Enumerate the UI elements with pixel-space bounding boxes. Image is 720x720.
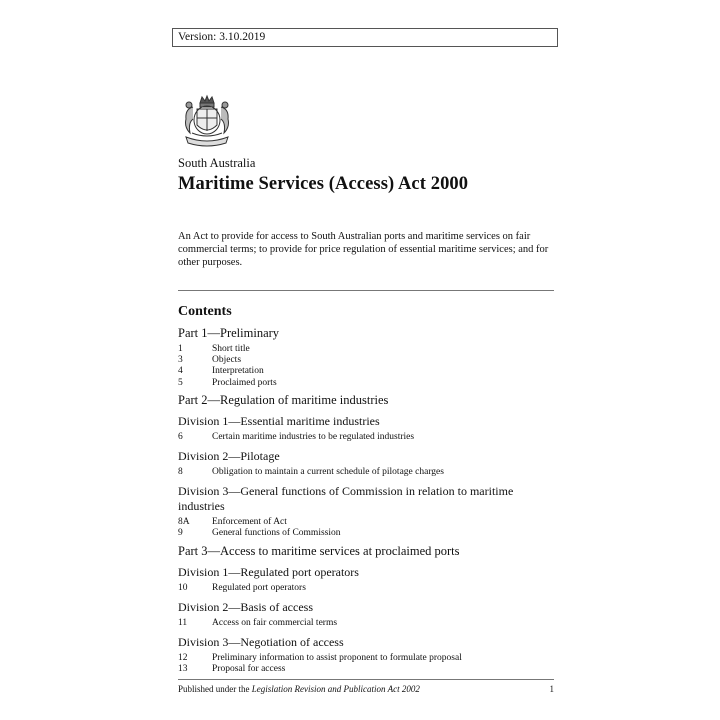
toc-entry[interactable]	[178, 618, 554, 629]
toc-entry-number: 8A	[178, 517, 190, 528]
toc-division[interactable]: Division 3—General functions of Commission in relation to maritime industries	[178, 484, 514, 514]
toc-entry-title: Regulated port operators	[212, 582, 306, 593]
toc-entry-title: Objects	[212, 355, 242, 366]
toc-entry-number: 4	[178, 366, 183, 377]
toc-division[interactable]: Division 3—Negotiation of access	[178, 635, 344, 650]
toc-entry-number: 12	[178, 653, 188, 664]
toc-entry[interactable]	[178, 467, 554, 478]
royal-coat-of-arms-icon	[178, 93, 236, 153]
toc-entry-title: Access on fair commercial terms	[212, 617, 338, 628]
published-act-name: Legislation Revision and Publication Act 2002	[251, 684, 420, 694]
page-number: 1	[549, 684, 554, 694]
toc-entry-title: General functions of Commission	[212, 528, 341, 539]
toc-entry-number: 3	[178, 355, 183, 366]
toc-division[interactable]: Division 1—Regulated port operators	[178, 564, 359, 579]
toc-entry-number: 8	[178, 467, 183, 478]
toc-entry-number: 5	[178, 377, 183, 388]
toc-entry[interactable]	[178, 378, 554, 389]
version-label: Version: 3.10.2019	[172, 28, 558, 47]
toc-entry-title: Proclaimed ports	[212, 377, 277, 388]
toc-entry-number: 1	[178, 344, 183, 354]
toc-entry-title: Interpretation	[212, 366, 264, 377]
toc-entry[interactable]	[178, 432, 554, 443]
toc-entry-number: 6	[178, 431, 183, 442]
toc-part-1[interactable]: Part 1—Preliminary	[178, 326, 280, 340]
toc-entry[interactable]	[178, 366, 554, 377]
toc-entry[interactable]	[178, 528, 554, 539]
toc-entry-number: 10	[178, 582, 188, 593]
toc-division[interactable]: Division 1—Essential maritime industries	[178, 413, 380, 428]
page-footer	[178, 684, 554, 694]
toc-entry-number: 11	[178, 617, 188, 628]
toc-entry-title: Preliminary information to assist proponent to formulate proposal	[212, 653, 462, 664]
contents-heading: Contents	[178, 304, 232, 319]
toc-entry[interactable]	[178, 517, 554, 528]
toc-entry-title: Proposal for access	[212, 664, 286, 675]
toc-entry-title: Short title	[212, 344, 250, 354]
published-prefix: Published under the	[178, 684, 250, 694]
toc-entry-title: Obligation to maintain a current schedule of pilotage charges	[212, 467, 444, 478]
published-note	[178, 684, 420, 694]
toc-part-3[interactable]: Part 3—Access to maritime services at proclaimed ports	[178, 543, 460, 558]
toc-entry[interactable]	[178, 344, 554, 355]
toc-part-2[interactable]: Part 2—Regulation of maritime industries	[178, 392, 389, 407]
act-title: Maritime Services (Access) Act 2000	[178, 174, 469, 194]
jurisdiction-label: South Australia	[178, 156, 256, 170]
toc-entry-number: 9	[178, 528, 183, 539]
toc-entry[interactable]	[178, 583, 554, 594]
divider-bottom	[178, 679, 554, 680]
toc-division[interactable]: Division 2—Pilotage	[178, 449, 280, 464]
toc-entry[interactable]	[178, 355, 554, 366]
toc-entry[interactable]	[178, 664, 554, 675]
toc-division[interactable]: Division 2—Basis of access	[178, 599, 313, 614]
table-of-contents	[178, 322, 554, 675]
toc-entry[interactable]	[178, 653, 554, 664]
toc-entry-title: Certain maritime industries to be regulated industries	[212, 431, 415, 442]
toc-entry-title: Enforcement of Act	[212, 517, 287, 528]
toc-entry-number: 13	[178, 664, 188, 675]
long-title: An Act to provide for access to South Australian ports and maritime services on fair commercial terms; to provide for price regulation of essential maritime services; and for other purposes.	[178, 231, 549, 268]
divider-top	[178, 290, 554, 291]
